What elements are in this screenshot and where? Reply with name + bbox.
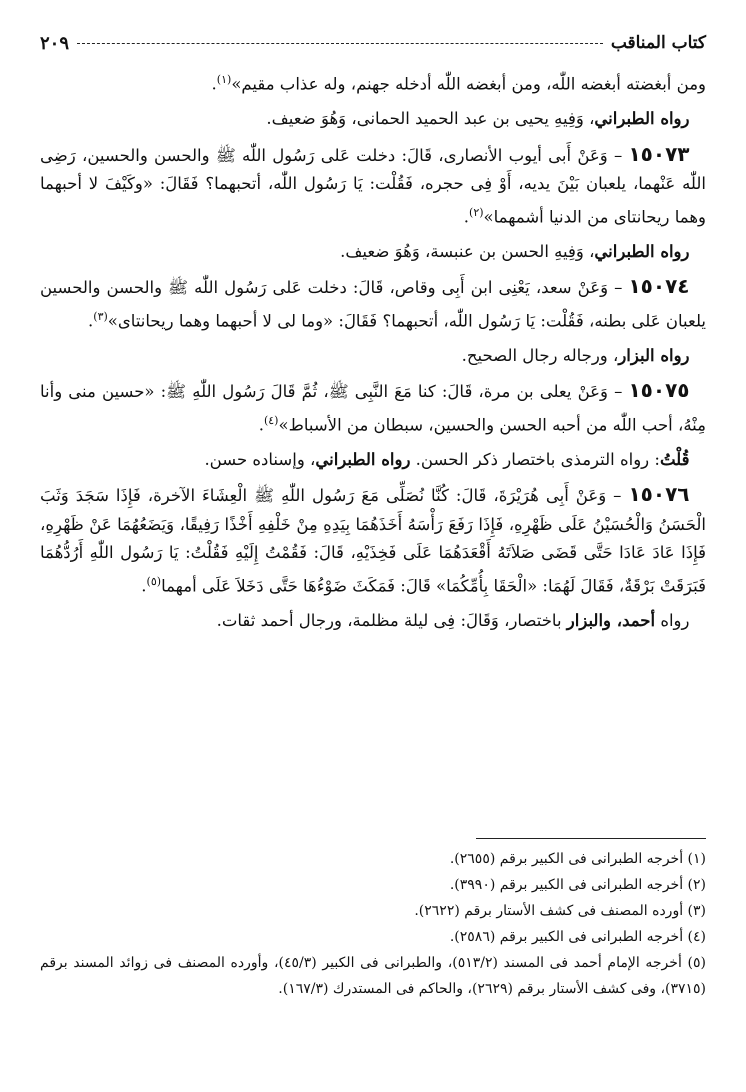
hadith-number: ١٥٠٧٣ xyxy=(628,141,690,166)
main-text xyxy=(40,66,706,641)
footnotes xyxy=(40,846,706,1002)
footnote-ref: (١) xyxy=(216,73,232,86)
source-name: رواه البزار xyxy=(618,345,690,365)
comment-label: قُلْتُ xyxy=(659,449,690,469)
footnote-3: (٣) أورده المصنف فى كشف الأستار برقم (٢٦٢٢). xyxy=(414,903,706,919)
footnote-ref: (٥) xyxy=(146,574,162,588)
source-text: باختصار، وَقَالَ: فِى ليلة مظلمة، ورجال أحمد ثقات. xyxy=(216,610,567,630)
hadith-15075 xyxy=(40,376,706,440)
hadith-15074 xyxy=(40,272,706,336)
punct: . xyxy=(258,415,264,434)
footnote-4: (٤) أخرجه الطبرانى فى الكبير برقم (٢٥٨٦). xyxy=(449,929,706,945)
source-name: رواه الطبراني xyxy=(594,109,690,128)
footnote-5: (٥) أخرجه الإمام أحمد فى المسند (٥١٣/٢)، والطبرانى فى الكبير (٤٥/٣)، وأورده المصنف فى زوائد المسند برقم (٣٧١٥)، وفى كشف الأستار برقم (٢٦٢٩)، والحاكم فى المستدرك (١٦٧/٣). xyxy=(40,955,706,997)
footnote-2: (٢) أخرجه الطبرانى فى الكبير برقم (٣٩٩٠). xyxy=(449,877,706,893)
footnote-separator xyxy=(476,838,706,839)
paragraph-text: ومن أبغضته أبغضه اللّٰه، ومن أبغضه اللّٰه أدخله جهنم، وله عذاب مقيم» xyxy=(231,74,706,94)
source-name: رواه الطبراني xyxy=(315,449,411,469)
running-head xyxy=(40,30,706,56)
hadith-text: – وَعَنْ سعد، يَعْنِى ابن أَبِى وقاص، قَالَ: دخلت عَلى رَسُول اللّٰه ﷺ والحسن والحسين يلعبان عَلى بطنه، فَقُلْت: يَا رَسُول اللّٰه، أتحبهما؟ فَقَالَ: «وما لى لا أحبهما وهما ريحانتاى» xyxy=(40,278,706,330)
header-dashed-rule xyxy=(77,43,603,44)
hadith-number: ١٥٠٧٤ xyxy=(628,274,690,298)
source-note xyxy=(40,105,706,134)
punct: . xyxy=(88,311,94,330)
comment-text: : رواه الترمذى باختصار ذكر الحسن. xyxy=(410,449,660,469)
source-note xyxy=(40,607,706,636)
hadith-text: – وَعَنْ أَبِى هُرَيْرَةَ، قَالَ: كُنَّا نُصَلِّى مَعَ رَسُول اللّٰهِ ﷺ الْعِشَاءَ الآخرة، فَإِذَا سَجَدَ وَثَبَ الْحَسَنُ وَالْحُسَيْنُ عَلَى ظَهْرِهِ، فَإِذَا رَفَعَ رَأْسَهُ أَخَذَهُمَا بِيَدِهِ مِنْ خَلْفِهِ أَخْذًا رَفِيقًا، وَيَضَعُهُمَا عَنْ ظَهْرِهِ، فَإِذَا عَادَ عَادَا حَتَّى قَضَى صَلاَتَهُ أَقْعَدَهُمَا عَلَى فَخِذَيْهِ، قَالَ: فَقُمْتُ إِلَيْهِ فَقُلْتُ: يَا رَسُول اللّٰهِ أَرُدُّهُمَا فَبَرَقَتْ بَرْقَةٌ، فَقَالَ لَهُمَا: «الْحَقَا بِأُمِّكُمَا» قَالَ: فَمَكَثَ ضَوْءُهَا حَتَّى دَخَلاَ عَلَى أمهما xyxy=(40,486,706,595)
footnote-ref: (٤) xyxy=(263,413,279,427)
footnote-1: (١) أخرجه الطبرانى فى الكبير برقم (٢٦٥٥). xyxy=(449,851,706,867)
source-text: ، ورجاله رجال الصحيح. xyxy=(461,345,619,365)
page-number: ٢٠٩ xyxy=(40,32,70,54)
footnote-ref: (٢) xyxy=(469,205,484,219)
editor-comment xyxy=(40,446,706,475)
source-note xyxy=(40,238,706,267)
punct: . xyxy=(211,74,217,94)
footnote-ref: (٣) xyxy=(93,309,108,323)
punct: . xyxy=(463,207,470,226)
hadith-text: – وَعَنْ يعلى بن مرة، قَالَ: كنا مَعَ النَّبِى ﷺ، ثُمَّ قَالَ رَسُول اللّٰهِ ﷺ: «حسين منى وأنا مِنْهُ، أحب اللّٰه من أحبه الحسن والحسين، سبطان من الأسباط» xyxy=(40,382,706,434)
source-text: رواه xyxy=(655,610,690,630)
source-note xyxy=(40,342,706,371)
source-name: أحمد، والبزار xyxy=(566,610,656,630)
source-text: ، وَفِيهِ الحسن بن عنبسة، وَهُوَ ضعيف. xyxy=(340,241,595,261)
hadith-15073 xyxy=(40,140,706,232)
hadith-text: – وَعَنْ أَبى أيوب الأنصارى، قَالَ: دخلت عَلى رَسُول اللّٰه ﷺ والحسن والحسين، رَضِى اللّٰه عَنْهما، يلعبان بَيْنَ يديه، أَوْ فِى حجره، فَقُلْت: يَا رَسُول اللّٰه، أتحبهما؟ فَقَالَ: «وكَيْفَ لا أحبهما وهما ريحانتاى من الدنيا أشمهما» xyxy=(40,145,706,226)
punct: . xyxy=(141,576,147,595)
chapter-title: كتاب المناقب xyxy=(610,33,706,53)
hadith-number: ١٥٠٧٦ xyxy=(628,482,690,506)
source-text: ، وَفِيهِ يحيى بن عبد الحميد الحمانى، وَهُوَ ضعيف. xyxy=(266,109,595,128)
source-name: رواه الطبراني xyxy=(594,241,690,261)
continued-paragraph xyxy=(40,66,706,99)
comment-text: ، وإسناده حسن. xyxy=(204,449,316,469)
hadith-15076 xyxy=(40,480,706,601)
hadith-number: ١٥٠٧٥ xyxy=(628,378,690,402)
book-page xyxy=(40,0,706,1092)
